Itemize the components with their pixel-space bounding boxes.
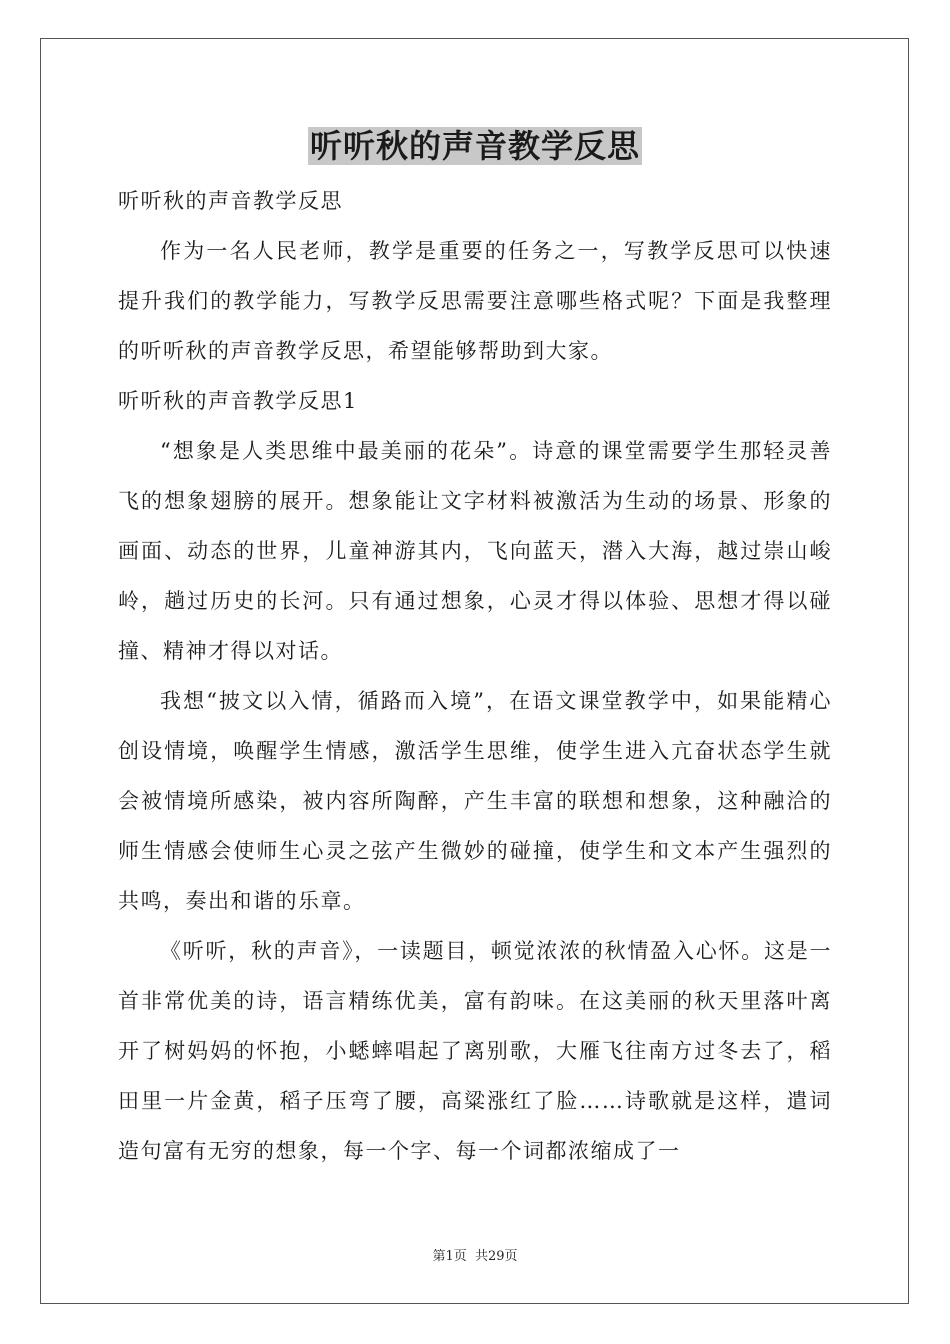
paragraph-intro: 作为一名人民老师，教学是重要的任务之一，写教学反思可以快速提升我们的教学能力，写教学反思需要注意哪些格式呢？下面是我整理的听听秋的声音教学反思，希望能够帮助到大家。 [118,239,832,363]
page-footer [0,1245,950,1264]
section-heading-1: 听听秋的声音教学反思1 [118,389,358,413]
document-title-text: 听听秋的声音教学反思 [309,127,640,165]
paragraph-imagination: “想象是人类思维中最美丽的花朵”。诗意的课堂需要学生那轻灵善飞的想象翅膀的展开。想象能让文字材料被激活为生动的场景、形象的画面、动态的世界，儿童神游其内，飞向蓝天，潜入大海，越过崇山峻岭，趟过历史的长河。只有通过想象，心灵才得以体验、思想才得以碰撞、精神才得以对话。 [118,439,832,663]
page-total: 共29页 [474,1249,518,1264]
paragraph-poem: 《听听，秋的声音》，一读题目，顿觉浓浓的秋情盈入心怀。这是一首非常优美的诗，语言精练优美，富有韵味。在这美丽的秋天里落叶离开了树妈妈的怀抱，小蟋蟀唱起了离别歌，大雁飞往南方过冬去了，稻田里一片金黄，稻子压弯了腰，高粱涨红了脸……诗歌就是这样，遣词造句富有无穷的想象，每一个字、每一个词都浓缩成了一 [118,939,832,1163]
document-title [0,124,950,168]
paragraph-context: 我想“披文以入情，循路而入境”，在语文课堂教学中，如果能精心创设情境，唤醒学生情感，激活学生思维，使学生进入亢奋状态学生就会被情境所感染，被内容所陶醉，产生丰富的联想和想象，这种融洽的师生情感会使师生心灵之弦产生微妙的碰撞，使学生和文本产生强烈的共鸣，奏出和谐的乐章。 [118,689,832,913]
paragraph-subtitle: 听听秋的声音教学反思 [118,189,343,213]
page-number: 第1页 [432,1249,467,1264]
document-body [118,176,832,1176]
